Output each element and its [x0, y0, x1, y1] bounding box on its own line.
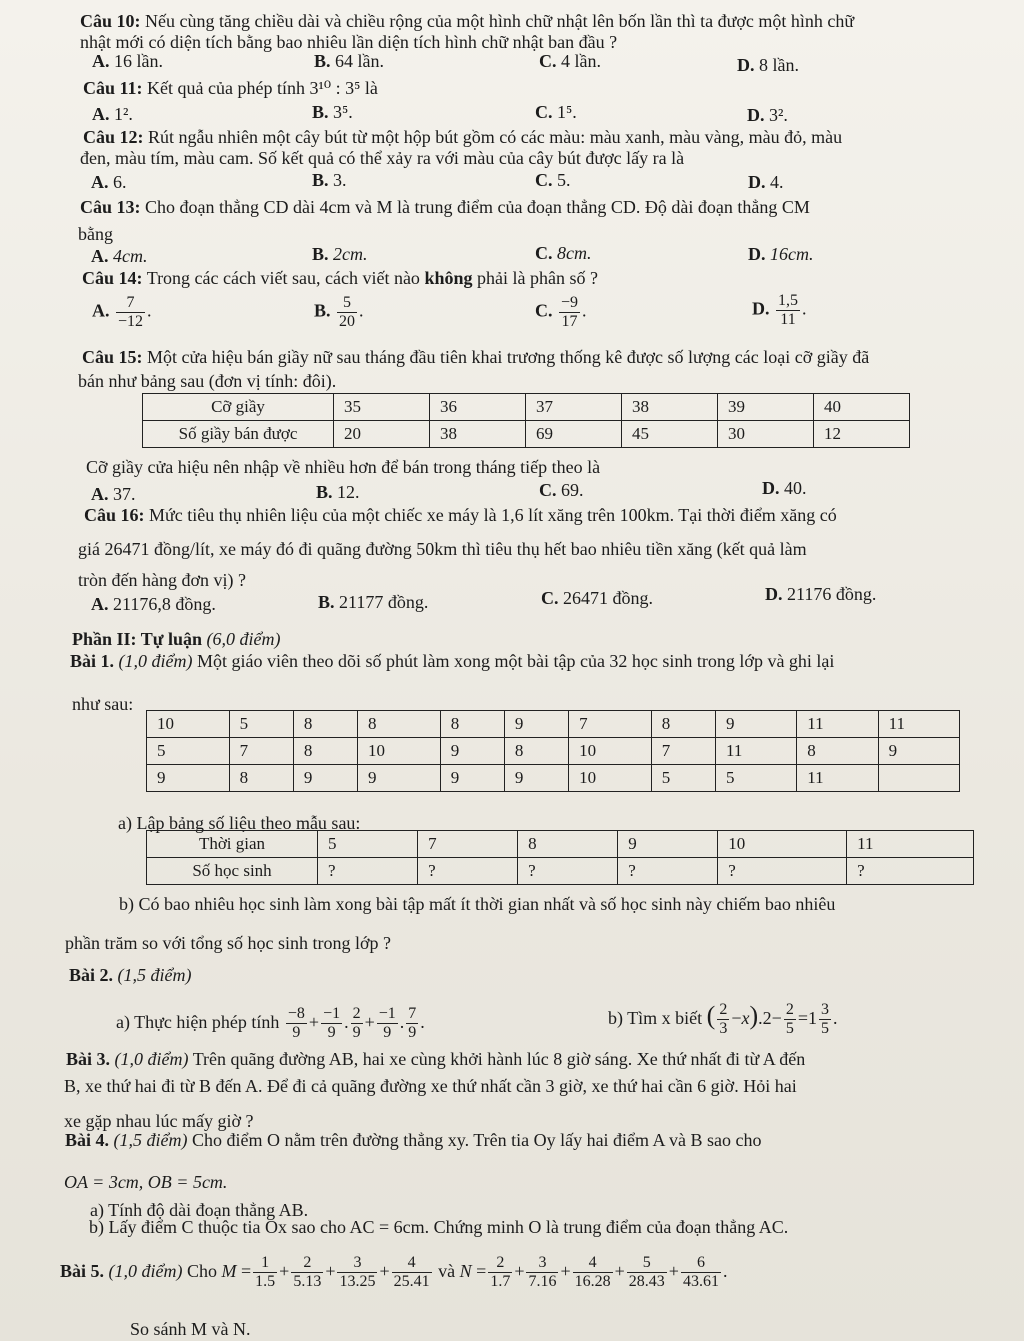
table-row: 5 7 8 10 9 8 10 7 11 8 9 — [147, 738, 960, 765]
q14-option-c: C. $\frac{-9}{17}$ . — [535, 294, 587, 330]
bai4-a-text: a) Tính độ dài đoạn thẳng AB. — [90, 1200, 309, 1220]
q13-text2: bằng — [78, 224, 113, 244]
q10-option-d: D. 8 lần. — [737, 55, 799, 75]
q10-line1 — [80, 10, 854, 32]
q15-option-c: C. 69. — [539, 480, 584, 500]
table-row: Số học sinh ? ? ? ? ? ? — [147, 858, 974, 885]
bai2-heading: Bài 2. (1,5 điểm) — [69, 965, 192, 985]
q11-option-b: B. 3⁵. — [312, 102, 353, 122]
bai3-text2: B, xe thứ hai đi từ B đến A. Để đi cả quãng đường xe thứ nhất cần 3 giờ, xe thứ hai cần 6 giờ. Hỏi hai — [64, 1076, 797, 1096]
q16-option-b: B. 21177 đồng. — [318, 592, 429, 612]
q15-line1 — [82, 346, 869, 368]
q10-label: Câu 10: — [80, 11, 141, 31]
bai1-b-text1: b) Có bao nhiêu học sinh làm xong bài tập mất ít thời gian nhất và số học sinh này chiếm bao nhiêu — [119, 894, 836, 914]
table-row: 9 8 9 9 9 9 10 5 5 11 — [147, 765, 960, 792]
minutes-data-table — [146, 710, 960, 792]
q16-text3: tròn đến hàng đơn vị) ? — [78, 570, 246, 590]
bai1-text2: như sau: — [72, 694, 134, 714]
q15-text2: bán như bảng sau (đơn vị tính: đôi). — [78, 371, 337, 391]
q10-option-b: B. 64 lần. — [314, 51, 385, 71]
bai3-line1: Bài 3. (1,0 điểm) Trên quãng đường AB, hai xe cùng khởi hành lúc 8 giờ sáng. Xe thứ nhất đi từ A đến — [66, 1049, 806, 1069]
q11-option-a: A. 1². — [92, 104, 133, 124]
q10-option-a: A. 16 lần. — [92, 51, 163, 71]
bai2-a: a) Thực hiện phép tính $\frac{-8}{9}$ + $\frac{-1}{9}$ . $\frac{2}{9}$ + $\frac{-1}{9}$ . $\frac{7}{9}$ . — [116, 1005, 425, 1042]
shoe-size-table — [142, 393, 910, 448]
q14-label: Câu 14: — [82, 268, 143, 288]
q12-text2: đen, màu tím, màu cam. Số kết quả có thể xảy ra với màu của cây bút được lấy ra là — [80, 148, 685, 168]
bai1-label: Bài 1. — [70, 651, 115, 671]
q13-label: Câu 13: — [80, 197, 141, 217]
q15-option-d: D. 40. — [762, 478, 807, 498]
q12-option-b: B. 3. — [312, 170, 347, 190]
part2-heading: Phần II: Tự luận (6,0 điểm) — [72, 629, 281, 649]
bai5-compare: So sánh M và N. — [130, 1319, 251, 1339]
q11-line — [83, 77, 378, 99]
q13-line1 — [80, 196, 810, 218]
bai1-a-text: a) Lập bảng số liệu theo mẫu sau: — [118, 813, 361, 833]
bai1-line1: Bài 1. (1,0 điểm) Một giáo viên theo dõi số phút làm xong một bài tập của 32 học sinh trong lớp và ghi lại — [70, 651, 835, 671]
q16-text1: Mức tiêu thụ nhiên liệu của một chiếc xe máy là 1,6 lít xăng trên 100km. Tại thời điểm xăng có — [149, 505, 837, 525]
bai3-text3: xe gặp nhau lúc mấy giờ ? — [64, 1111, 254, 1131]
q12-line1 — [83, 126, 842, 148]
bai4-b-text: b) Lấy điểm C thuộc tia Ox sao cho AC = 6cm. Chứng minh O là trung điểm của đoạn thẳng AC. — [89, 1217, 789, 1237]
frequency-table — [146, 830, 974, 885]
q13-option-a: A. 4cm. — [91, 246, 148, 266]
q16-text2: giá 26471 đồng/lít, xe máy đó đi quãng đường 50km thì tiêu thụ hết bao nhiêu tiền xăng (kết quả làm — [78, 539, 807, 559]
q11-option-c: C. 1⁵. — [535, 102, 577, 122]
q13-option-d: D. 16cm. — [748, 244, 814, 264]
q10-text1: Nếu cùng tăng chiều dài và chiều rộng của một hình chữ nhật lên bốn lần thì ta được một hình chữ — [145, 11, 855, 31]
q16-option-c: C. 26471 đồng. — [541, 588, 653, 608]
bai4-text2: OA = 3cm, OB = 5cm. — [64, 1172, 228, 1192]
q12-option-a: A. 6. — [91, 172, 127, 192]
q16-option-a: A. 21176,8 đồng. — [91, 594, 216, 614]
q12-label: Câu 12: — [83, 127, 144, 147]
table-row: 10 5 8 8 8 9 7 8 9 11 11 — [147, 711, 960, 738]
bai4-line1: Bài 4. (1,5 điểm) Cho điểm O nằm trên đường thẳng xy. Trên tia Oy lấy hai điểm A và B sao cho — [65, 1130, 762, 1150]
q15-text1: Một cửa hiệu bán giầy nữ sau tháng đầu tiên khai trương thống kê được số lượng các loại cỡ giầy đã — [147, 347, 870, 367]
q15-option-b: B. 12. — [316, 482, 360, 502]
table-row: Số giầy bán được 20 38 69 45 30 12 — [143, 421, 910, 448]
q15-text3: Cỡ giầy cửa hiệu nên nhập về nhiều hơn để bán trong tháng tiếp theo là — [86, 457, 601, 477]
q16-option-d: D. 21176 đồng. — [765, 584, 877, 604]
q15-label: Câu 15: — [82, 347, 143, 367]
q11-option-d: D. 3². — [747, 105, 788, 125]
q12-option-c: C. 5. — [535, 170, 571, 190]
q16-line1 — [84, 504, 837, 526]
q13-option-b: B. 2cm. — [312, 244, 368, 264]
q12-option-d: D. 4. — [748, 172, 784, 192]
q12-text1: Rút ngẫu nhiên một cây bút từ một hộp bút gồm có các màu: màu xanh, màu vàng, màu đỏ, màu — [148, 127, 843, 147]
q14-option-b: B. $\frac{5}{20}$ . — [314, 294, 364, 330]
q15-option-a: A. 37. — [91, 484, 136, 504]
table-row: Thời gian 5 7 8 9 10 11 — [147, 831, 974, 858]
q16-label: Câu 16: — [84, 505, 145, 525]
q10-text2: nhật mới có diện tích bằng bao nhiêu lần diện tích hình chữ nhật ban đầu ? — [80, 32, 618, 52]
q11-label: Câu 11: — [83, 78, 143, 98]
q13-option-c: C. 8cm. — [535, 243, 592, 263]
bai5-line: Bài 5. (1,0 điểm) Cho M = $\frac{1}{1.5}$ + $\frac{2}{5.13}$ + $\frac{3}{13.25}$ + $\frac{4}{25.41}$ và N = $\frac{2}{1.7}$ + $\frac{3}{7.16}$ + $\frac{4}{16.28}$ + $\frac{5}{28.43}$ + $\frac{6}{43.61}$ . — [60, 1254, 728, 1291]
bai1-b-text2: phần trăm so với tổng số học sinh trong lớp ? — [65, 933, 392, 953]
q14-line: Câu 14: Trong các cách viết sau, cách viết nào không phải là phân số ? — [82, 268, 598, 288]
q10-option-c: C. 4 lần. — [539, 51, 601, 71]
q13-text1: Cho đoạn thẳng CD dài 4cm và M là trung điểm của đoạn thẳng CD. Độ dài đoạn thẳng CM — [145, 197, 810, 217]
q14-option-d: D. $\frac{1,5}{11}$ . — [752, 292, 807, 328]
q11-text: Kết quả của phép tính 3¹⁰ : 3⁵ là — [147, 78, 378, 98]
q14-option-a: A. $\frac{7}{-12}$ . — [92, 294, 152, 330]
bai2-b: b) Tìm x biết ( $\frac{2}{3}$ −x).2− $\frac{2}{5}$ =1 $\frac{3}{5}$ . — [608, 1001, 838, 1038]
table-row: Cỡ giầy 35 36 37 38 39 40 — [143, 394, 910, 421]
